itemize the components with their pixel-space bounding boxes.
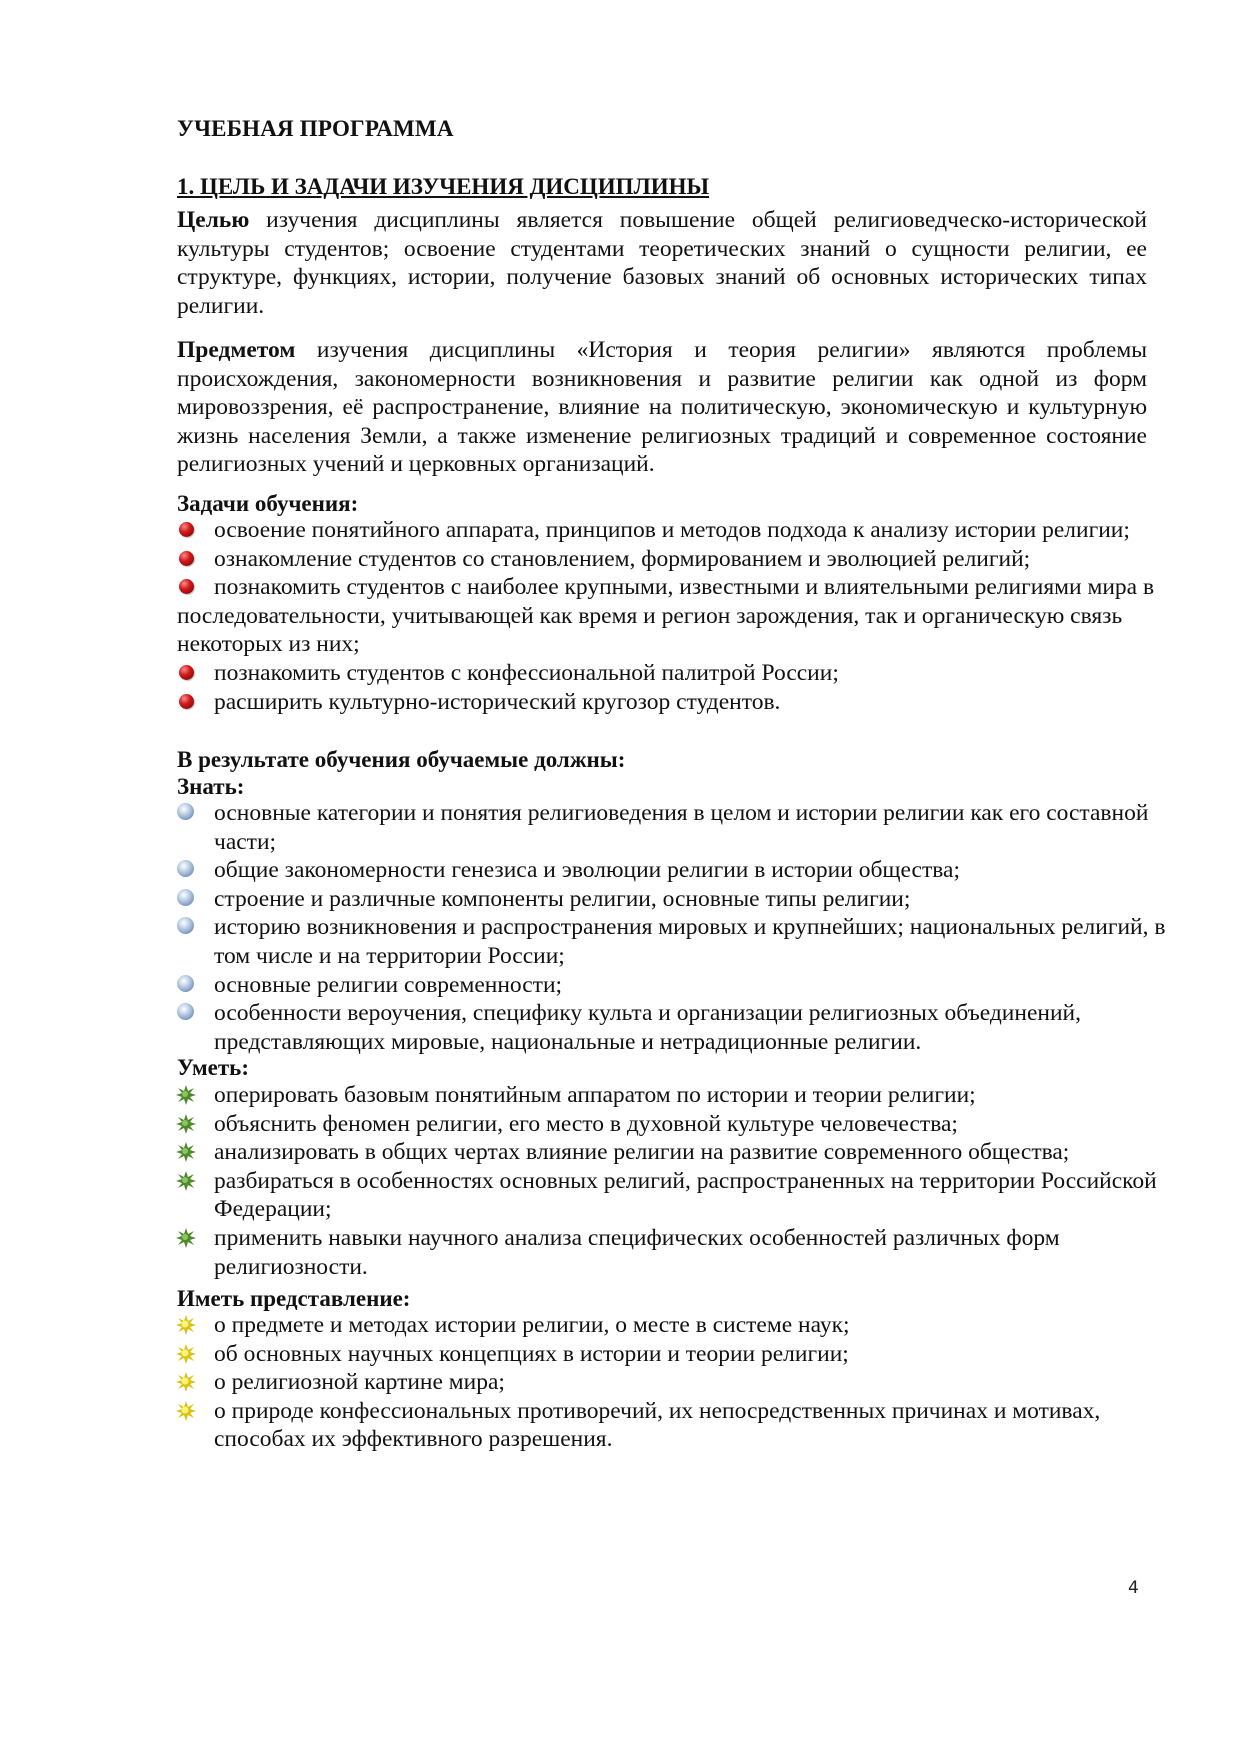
tasks-heading: Задачи обучения: [177,491,359,516]
green-star-icon [176,1141,196,1170]
goal-text: изучения дисциплины является повышение общей религиоведческо-исторической культуры студентов; освоение студентами теоретических знаний о сущности религии, ее структуре, функциях, истории, получение базовых знаний об основных исторических типах религии. [177,207,1147,319]
page-number: 4 [1128,1578,1139,1598]
red-ball-icon [179,579,194,594]
subject-lead: Предметом [177,337,296,363]
results-heading: В результате обучения обучаемые должны: [177,747,626,772]
list-item: общие закономерности генезиса и эволюции религии в истории общества; [177,856,1167,885]
list-item: познакомить студентов с конфессиональной палитрой России; [177,659,1167,688]
blue-ball-icon [177,917,194,934]
goal-lead: Целью [177,207,250,233]
list-item: строение и различные компоненты религии, основные типы религии; [177,885,1167,914]
subject-text: изучения дисциплины «История и теория религии» являются проблемы происхождения, закономерности возникновения и развитие религии как одной из форм мировоззрения, её распространение, влияние на политическую, экономическую и культурную жизнь населения Земли, а также изменение религиозных традиций и современное состояние религиозных учений и церковных организаций. [177,337,1147,478]
list-item: основные категории и понятия религиоведения в целом и истории религии как его составной части; [177,799,1167,856]
blue-ball-icon [177,1003,194,1020]
green-star-icon [176,1227,196,1256]
goal-paragraph [177,206,1147,320]
know-heading: Знать: [177,774,245,799]
blue-ball-icon [177,889,194,906]
able-heading: Уметь: [177,1055,249,1080]
able-list [177,1081,1167,1281]
list-item: об основных научных концепциях в истории и теории религии; [177,1340,1167,1369]
list-item: историю возникновения и распространения мировых и крупнейших; национальных религий, в том числе и на территории России; [177,913,1167,970]
section-title: 1. ЦЕЛЬ И ЗАДАЧИ ИЗУЧЕНИЯ ДИСЦИПЛИНЫ [177,174,710,199]
yellow-star-icon [176,1343,196,1372]
list-item: особенности вероучения, специфику культа и организации религиозных объединений, представляющих мировые, национальные и нетрадиционные религии. [177,999,1167,1056]
list-item: разбираться в особенностях основных религий, распространенных на территории Российской Федерации; [177,1167,1167,1224]
red-ball-icon [179,665,194,680]
list-item: о природе конфессиональных противоречий, их непосредственных причинах и мотивах, способах их эффективного разрешения. [177,1397,1167,1454]
list-item: основные религии современности; [177,971,1167,1000]
subject-paragraph [177,336,1147,479]
yellow-star-icon [176,1371,196,1400]
list-item: ознакомление студентов со становлением, формированием и эволюцией религий; [177,545,1167,574]
green-star-icon [176,1113,196,1142]
know-list [177,799,1167,1056]
green-star-icon [176,1170,196,1199]
list-item: познакомить студентов с наиболее крупными, известными и влиятельными религиями мира в последовательности, учитывающей как время и регион зарождения, так и органическую связь некоторых из них; [177,574,1155,658]
yellow-star-icon [176,1400,196,1429]
list-item: применить навыки научного анализа специфических особенностей различных форм религиозности. [177,1224,1167,1281]
list-item: расширить культурно-исторический кругозор студентов. [177,688,1167,717]
idea-heading: Иметь представление: [177,1286,411,1311]
program-title: УЧЕБНАЯ ПРОГРАММА [177,116,454,141]
list-item: объяснить феномен религии, его место в духовной культуре человечества; [177,1110,1167,1139]
blue-ball-icon [177,975,194,992]
blue-ball-icon [177,860,194,877]
red-ball-icon [179,522,194,537]
blue-ball-icon [177,803,194,820]
red-ball-icon [179,694,194,709]
yellow-star-icon [176,1314,196,1343]
green-star-icon [176,1084,196,1113]
list-item: анализировать в общих чертах влияние религии на развитие современного общества; [177,1138,1167,1167]
red-ball-icon [179,551,194,566]
tasks-list [177,516,1167,716]
list-item: о предмете и методах истории религии, о месте в системе наук; [177,1311,1167,1340]
idea-list [177,1311,1167,1454]
list-item: оперировать базовым понятийным аппаратом по истории и теории религии; [177,1081,1167,1110]
list-item: освоение понятийного аппарата, принципов и методов подхода к анализу истории религии; [177,516,1167,545]
list-item: о религиозной картине мира; [177,1368,1167,1397]
